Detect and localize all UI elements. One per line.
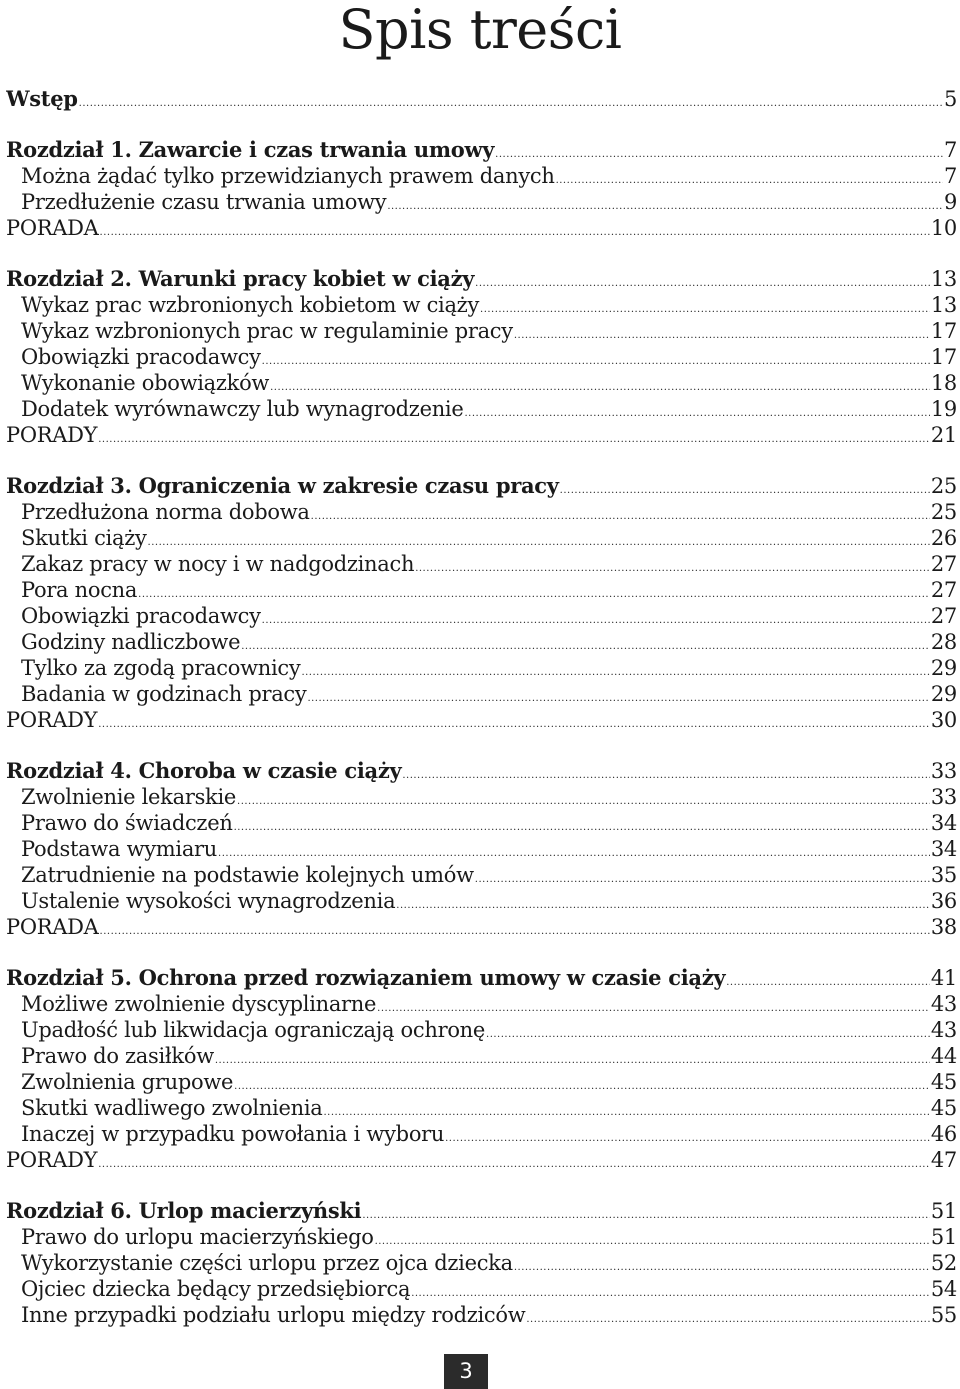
toc-entry-label: Przedłużona norma dobowa: [21, 500, 310, 524]
dot-leader: [311, 504, 930, 525]
toc-subentry[interactable]: [6, 784, 957, 810]
toc-entry-page-number: 28: [930, 630, 957, 654]
toc-entry-page-number: 9: [943, 190, 957, 214]
toc-entry-label: Przedłużenie czasu trwania umowy: [21, 190, 387, 214]
toc-entry-page-number: 27: [930, 578, 957, 602]
dot-leader: [514, 323, 930, 344]
toc-chapter-entry[interactable]: [6, 965, 957, 991]
toc-entry-page-number: 44: [930, 1044, 957, 1068]
toc-entry-page-number: 45: [930, 1096, 957, 1120]
toc-entry-page-number: 45: [930, 1070, 957, 1094]
toc-tip-entry[interactable]: [6, 1147, 957, 1173]
toc-entry-page-number: 13: [930, 267, 957, 291]
toc-entry-page-number: 47: [930, 1148, 957, 1172]
dot-leader: [514, 1255, 930, 1276]
dot-leader: [215, 1048, 930, 1069]
dot-leader: [100, 919, 930, 940]
dot-leader: [526, 1307, 930, 1328]
dot-leader: [270, 375, 930, 396]
toc-entry-page-number: 54: [930, 1277, 957, 1301]
dot-leader: [475, 271, 930, 292]
toc-entry-label: Ustalenie wysokości wynagrodzenia: [21, 889, 396, 913]
toc-tip-entry[interactable]: [6, 707, 957, 733]
toc-entry-label: Zwolnienia grupowe: [21, 1070, 234, 1094]
toc-chapter-entry[interactable]: [6, 86, 957, 112]
dot-leader: [262, 349, 930, 370]
toc-entry-page-number: 33: [930, 785, 957, 809]
toc-entry-label: Wykaz prac wzbronionych kobietom w ciąży: [21, 293, 480, 317]
toc-entry-label: Upadłość lub likwidacja ograniczają ochronę: [21, 1018, 486, 1042]
toc-chapter-entry[interactable]: [6, 266, 957, 292]
toc-subentry[interactable]: [6, 1095, 957, 1121]
toc-entry-label: PORADA: [6, 915, 99, 939]
toc-subentry[interactable]: [6, 344, 957, 370]
dot-leader: [98, 712, 930, 733]
toc-entry-page-number: 29: [930, 656, 957, 680]
toc-subentry[interactable]: [6, 681, 957, 707]
toc-entry-label: Obowiązki pracodawcy: [21, 604, 261, 628]
dot-leader: [377, 996, 930, 1017]
toc-entry-label: Dodatek wyrównawczy lub wynagrodzenie: [21, 397, 464, 421]
toc-entry-page-number: 13: [930, 293, 957, 317]
toc-subentry[interactable]: [6, 1017, 957, 1043]
dot-leader: [387, 194, 943, 215]
dot-leader: [464, 401, 929, 422]
toc-subentry[interactable]: [6, 1250, 957, 1276]
toc-entry-label: Wykaz wzbronionych prac w regulaminie pracy: [21, 319, 513, 343]
toc-subentry[interactable]: [6, 163, 957, 189]
toc-tip-entry[interactable]: [6, 215, 957, 241]
dot-leader: [445, 1126, 930, 1147]
toc-subentry[interactable]: [6, 1121, 957, 1147]
toc-entry-page-number: 29: [930, 682, 957, 706]
toc-subentry[interactable]: [6, 836, 957, 862]
toc-chapter-entry[interactable]: [6, 137, 957, 163]
toc-subentry[interactable]: [6, 603, 957, 629]
dot-leader: [495, 142, 943, 163]
toc-subentry[interactable]: [6, 551, 957, 577]
toc-entry-page-number: 25: [930, 474, 957, 498]
toc-entry-label: Rozdział 3. Ograniczenia w zakresie czasu pracy: [6, 473, 559, 498]
dot-leader: [402, 763, 930, 784]
toc-section: [6, 86, 957, 112]
toc-entry-page-number: 43: [930, 1018, 957, 1042]
dot-leader: [241, 634, 930, 655]
dot-leader: [100, 220, 930, 241]
toc-entry-page-number: 38: [930, 915, 957, 939]
dot-leader: [475, 867, 930, 888]
toc-entry-label: Zatrudnienie na podstawie kolejnych umów: [21, 863, 474, 887]
page-number-badge: 3: [444, 1354, 488, 1389]
dot-leader: [218, 841, 930, 862]
dot-leader: [234, 1074, 930, 1095]
toc-entry-page-number: 51: [930, 1225, 957, 1249]
dot-leader: [301, 660, 929, 681]
dot-leader: [486, 1022, 930, 1043]
toc-entry-label: Zakaz pracy w nocy i w nadgodzinach: [21, 552, 415, 576]
toc-section: [6, 473, 957, 733]
toc-subentry[interactable]: [6, 629, 957, 655]
toc-entry-label: Można żądać tylko przewidzianych prawem danych: [21, 164, 555, 188]
toc-subentry[interactable]: [6, 396, 957, 422]
toc-tip-entry[interactable]: [6, 422, 957, 448]
toc-entry-page-number: 30: [930, 708, 957, 732]
toc-entry-page-number: 18: [930, 371, 957, 395]
toc-subentry[interactable]: [6, 577, 957, 603]
toc-subentry[interactable]: [6, 318, 957, 344]
toc-section: [6, 758, 957, 940]
toc-entry-page-number: 10: [930, 216, 957, 240]
toc-entry-page-number: 41: [930, 966, 957, 990]
toc-section: [6, 965, 957, 1173]
toc-entry-label: Rozdział 4. Choroba w czasie ciąży: [6, 758, 402, 783]
toc-section: [6, 1198, 957, 1328]
toc-subentry[interactable]: [6, 1224, 957, 1250]
toc-entry-label: Rozdział 5. Ochrona przed rozwiązaniem umowy w czasie ciąży: [6, 965, 726, 990]
toc-chapter-entry[interactable]: [6, 473, 957, 499]
toc-entry-label: Pora nocna: [21, 578, 138, 602]
dot-leader: [411, 1281, 930, 1302]
toc-subentry[interactable]: [6, 655, 957, 681]
toc-entry-label: Zwolnienie lekarskie: [21, 785, 237, 809]
toc-entry-label: PORADY: [6, 1148, 98, 1172]
toc-entry-label: Badania w godzinach pracy: [21, 682, 307, 706]
toc-section: [6, 137, 957, 241]
toc-subentry[interactable]: [6, 525, 957, 551]
toc-entry-label: Prawo do zasiłków: [21, 1044, 214, 1068]
toc-entry-page-number: 7: [943, 164, 957, 188]
toc-subentry[interactable]: [6, 1276, 957, 1302]
toc-entry-label: Tylko za zgodą pracownicy: [21, 656, 301, 680]
toc-tip-entry[interactable]: [6, 914, 957, 940]
table-of-contents: [6, 86, 957, 1353]
toc-subentry[interactable]: [6, 1043, 957, 1069]
dot-leader: [307, 686, 929, 707]
toc-subentry[interactable]: [6, 862, 957, 888]
toc-subentry[interactable]: [6, 1069, 957, 1095]
toc-entry-label: Wykorzystanie części urlopu przez ojca dziecka: [21, 1251, 513, 1275]
toc-entry-label: Rozdział 2. Warunki pracy kobiet w ciąży: [6, 266, 475, 291]
dot-leader: [138, 582, 930, 603]
dot-leader: [237, 789, 930, 810]
dot-leader: [375, 1229, 930, 1250]
toc-entry-page-number: 46: [930, 1122, 957, 1146]
toc-subentry[interactable]: [6, 991, 957, 1017]
toc-entry-page-number: 17: [930, 345, 957, 369]
toc-entry-page-number: 35: [930, 863, 957, 887]
toc-subentry[interactable]: [6, 499, 957, 525]
dot-leader: [98, 1152, 930, 1173]
toc-entry-page-number: 7: [943, 138, 957, 162]
toc-entry-page-number: 25: [930, 500, 957, 524]
toc-entry-page-number: 27: [930, 552, 957, 576]
toc-entry-label: Podstawa wymiaru: [21, 837, 218, 861]
toc-entry-label: Inaczej w przypadku powołania i wyboru: [21, 1122, 445, 1146]
dot-leader: [234, 815, 930, 836]
toc-entry-page-number: 36: [930, 889, 957, 913]
dot-leader: [396, 893, 930, 914]
toc-entry-page-number: 27: [930, 604, 957, 628]
toc-subentry[interactable]: [6, 292, 957, 318]
toc-entry-label: Wstęp: [6, 86, 78, 111]
toc-entry-label: Rozdział 6. Urlop macierzyński: [6, 1198, 362, 1223]
toc-subentry[interactable]: [6, 370, 957, 396]
toc-entry-page-number: 34: [930, 811, 957, 835]
toc-entry-label: Prawo do urlopu macierzyńskiego: [21, 1225, 374, 1249]
toc-entry-page-number: 17: [930, 319, 957, 343]
toc-entry-page-number: 34: [930, 837, 957, 861]
dot-leader: [98, 427, 930, 448]
toc-entry-page-number: 55: [930, 1303, 957, 1327]
toc-entry-label: PORADY: [6, 423, 98, 447]
toc-entry-label: Skutki wadliwego zwolnienia: [21, 1096, 323, 1120]
dot-leader: [262, 608, 930, 629]
toc-entry-label: Ojciec dziecka będący przedsiębiorcą: [21, 1277, 411, 1301]
page-title: Spis treści: [338, 0, 622, 61]
dot-leader: [362, 1203, 930, 1224]
toc-subentry[interactable]: [6, 1302, 957, 1328]
toc-entry-label: Wykonanie obowiązków: [21, 371, 270, 395]
dot-leader: [415, 556, 930, 577]
dot-leader: [556, 168, 943, 189]
toc-entry-label: PORADY: [6, 708, 98, 732]
toc-entry-page-number: 19: [930, 397, 957, 421]
toc-entry-label: Inne przypadki podziału urlopu między rodziców: [21, 1303, 526, 1327]
toc-entry-page-number: 51: [930, 1199, 957, 1223]
toc-entry-page-number: 21: [930, 423, 957, 447]
toc-entry-label: Skutki ciąży: [21, 526, 147, 550]
toc-entry-page-number: 5: [943, 87, 957, 111]
dot-leader: [323, 1100, 929, 1121]
toc-subentry[interactable]: [6, 810, 957, 836]
dot-leader: [79, 91, 943, 112]
toc-entry-label: Możliwe zwolnienie dyscyplinarne: [21, 992, 377, 1016]
toc-entry-label: PORADA: [6, 216, 99, 240]
toc-entry-label: Rozdział 1. Zawarcie i czas trwania umowy: [6, 137, 495, 162]
toc-entry-page-number: 26: [930, 526, 957, 550]
dot-leader: [726, 970, 930, 991]
toc-chapter-entry[interactable]: [6, 1198, 957, 1224]
dot-leader: [480, 297, 930, 318]
toc-entry-label: Prawo do świadczeń: [21, 811, 233, 835]
toc-entry-label: Obowiązki pracodawcy: [21, 345, 261, 369]
dot-leader: [560, 478, 930, 499]
toc-subentry[interactable]: [6, 888, 957, 914]
toc-entry-page-number: 43: [930, 992, 957, 1016]
toc-entry-label: Godziny nadliczbowe: [21, 630, 241, 654]
toc-entry-page-number: 33: [930, 759, 957, 783]
toc-entry-page-number: 52: [930, 1251, 957, 1275]
toc-subentry[interactable]: [6, 189, 957, 215]
toc-section: [6, 266, 957, 448]
toc-chapter-entry[interactable]: [6, 758, 957, 784]
dot-leader: [148, 530, 930, 551]
